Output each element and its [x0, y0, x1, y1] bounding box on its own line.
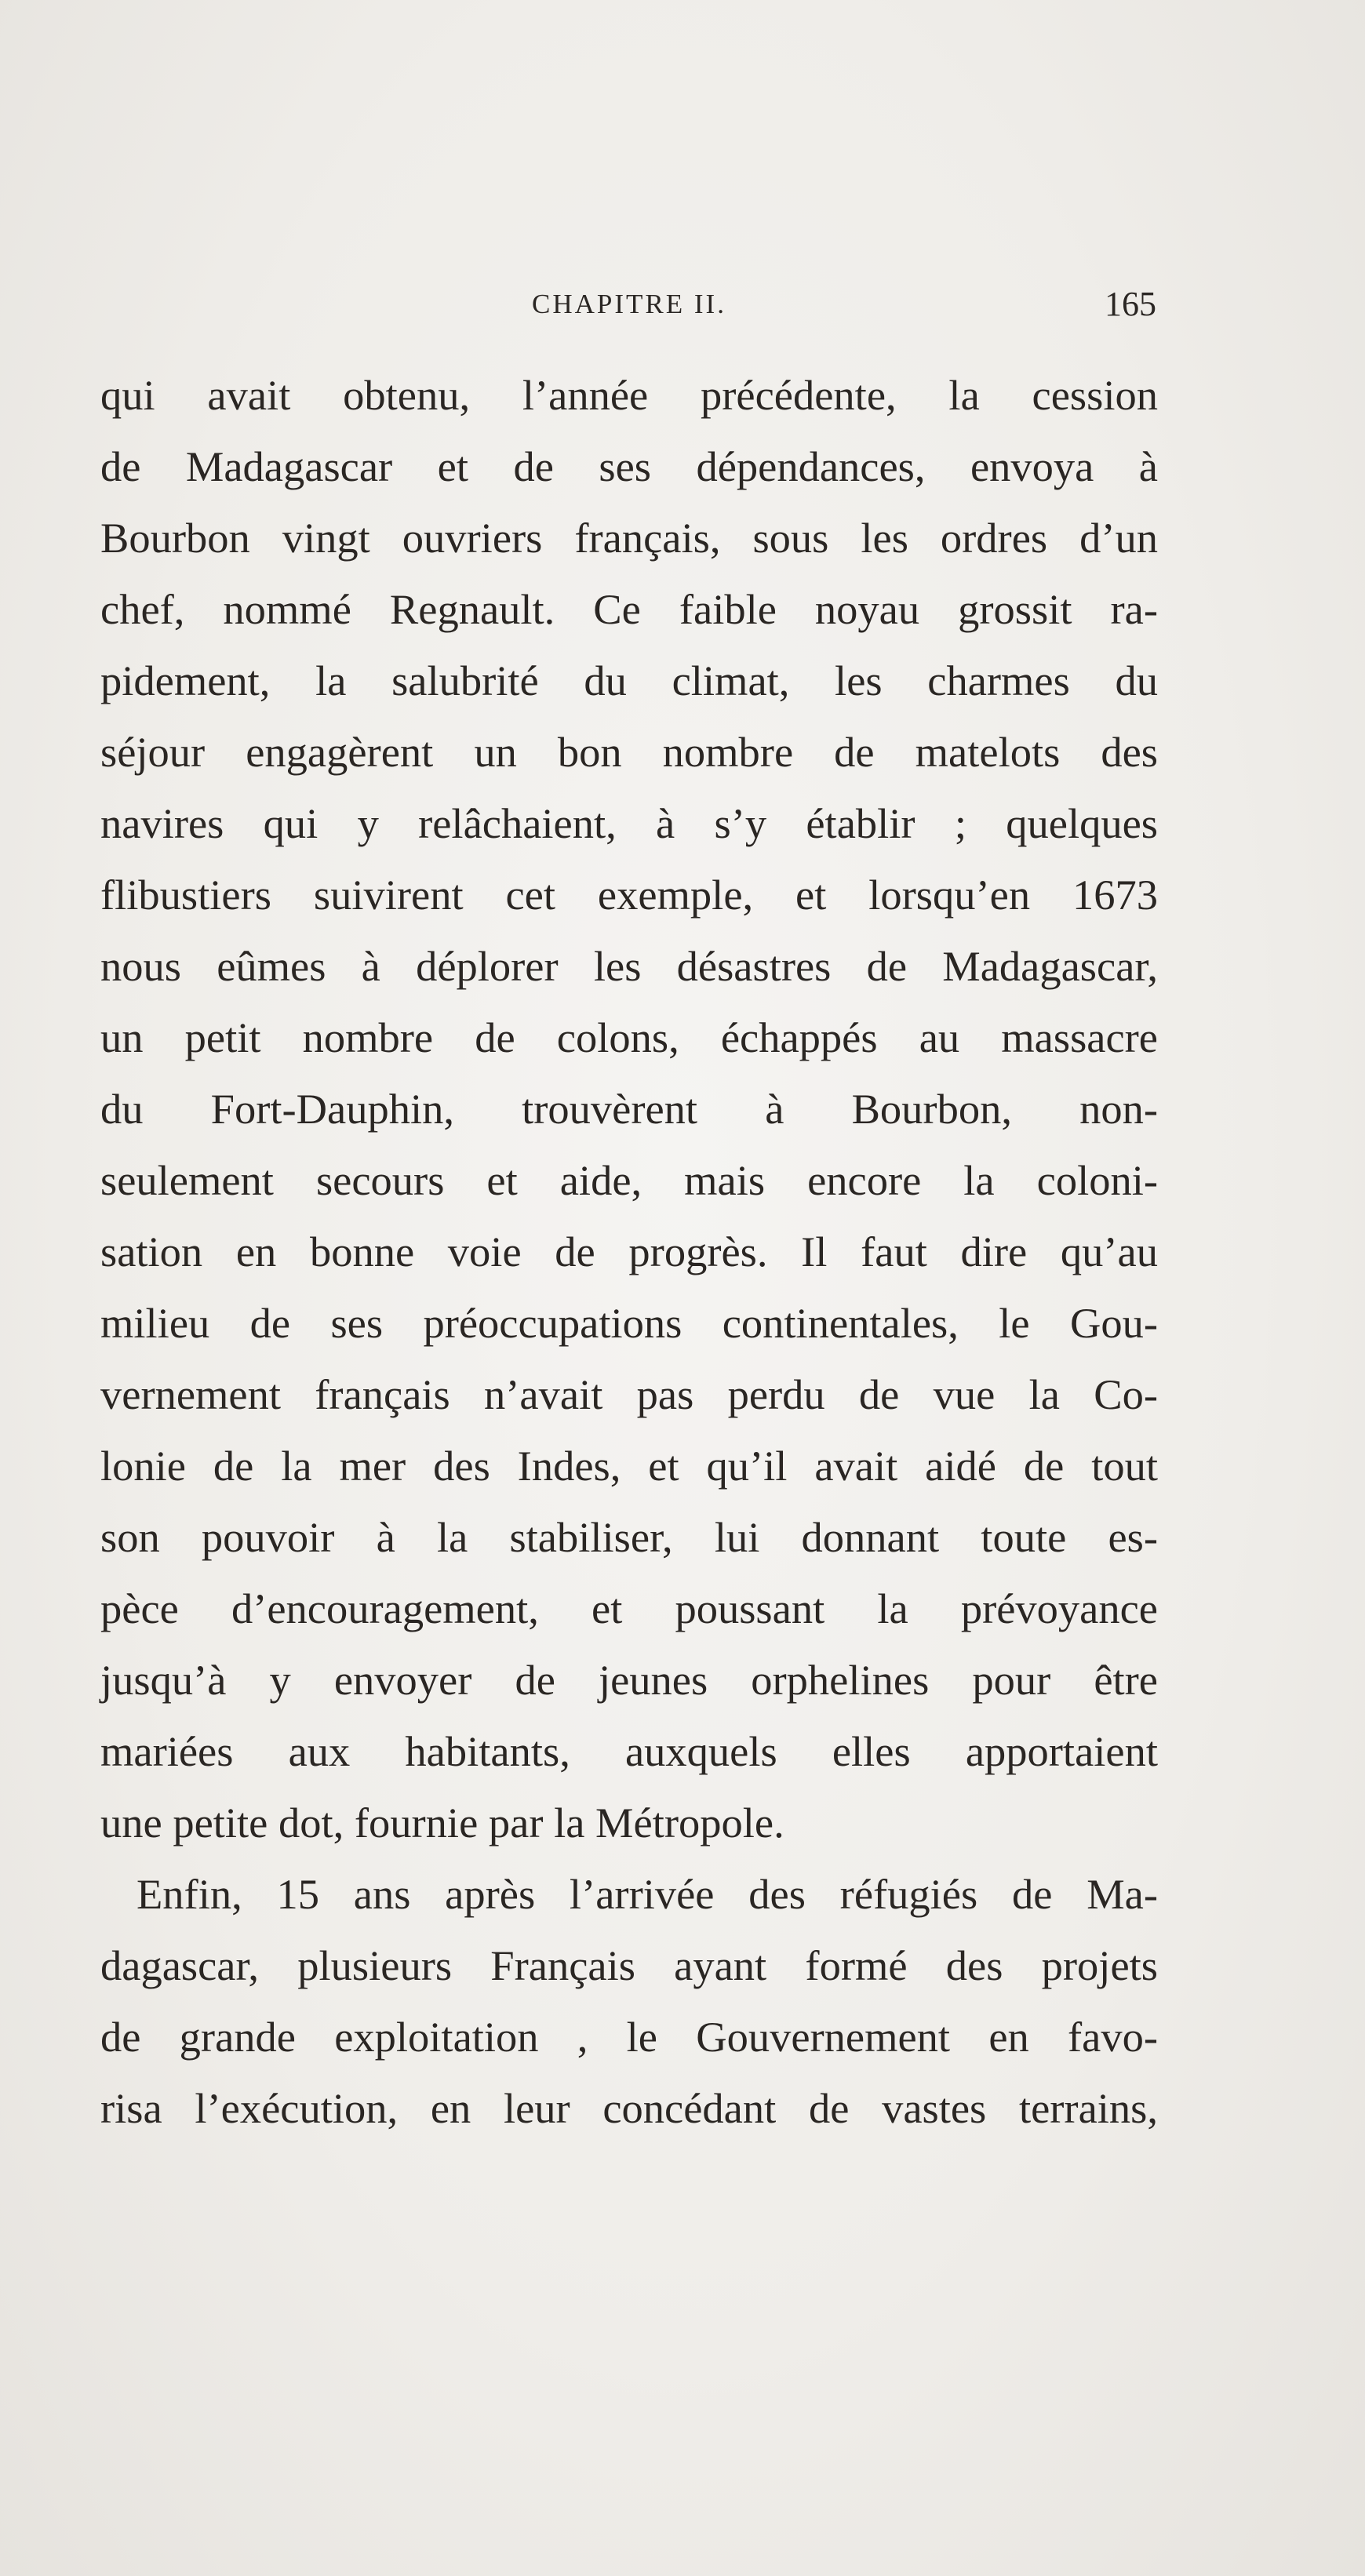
text-line: du Fort-Dauphin, trouvèrent à Bourbon, non-: [100, 1085, 1158, 1133]
text-line: un petit nombre de colons, échappés au massacre: [100, 1013, 1158, 1061]
body-text: [100, 359, 1158, 2144]
text-line: chef, nommé Regnault. Ce faible noyau grossit ra-: [100, 585, 1158, 633]
text-line: de Madagascar et de ses dépendances, envoya à: [100, 442, 1158, 490]
text-line: milieu de ses préoccupations continentales, le Gou-: [100, 1299, 1158, 1347]
text-line: jusqu’à y envoyer de jeunes orphelines pour être: [100, 1656, 1158, 1704]
text-line: risa l’exécution, en leur concédant de vastes terrains,: [100, 2084, 1158, 2132]
page-number: 165: [1105, 285, 1156, 323]
text-line: pidement, la salubrité du climat, les charmes du: [100, 657, 1158, 704]
text-line: séjour engagèrent un bon nombre de matelots des: [100, 728, 1158, 776]
text-line: pèce d’encouragement, et poussant la prévoyance: [100, 1585, 1158, 1632]
text-line: mariées aux habitants, auxquels elles apportaient: [100, 1727, 1158, 1775]
text-line: Enfin, 15 ans après l’arrivée des réfugiés de Ma-: [136, 1870, 1158, 1918]
text-line: lonie de la mer des Indes, et qu’il avait aidé de tout: [100, 1442, 1158, 1490]
text-line: dagascar, plusieurs Français ayant formé des projets: [100, 1941, 1158, 1989]
text-line: qui avait obtenu, l’année précédente, la cession: [100, 371, 1158, 419]
text-line: son pouvoir à la stabiliser, lui donnant toute es-: [100, 1513, 1158, 1561]
text-line: nous eûmes à déplorer les désastres de Madagascar,: [100, 942, 1158, 990]
text-line: seulement secours et aide, mais encore la coloni-: [100, 1156, 1158, 1204]
text-line: Bourbon vingt ouvriers français, sous les ordres d’un: [100, 514, 1158, 562]
text-line: une petite dot, fournie par la Métropole.: [100, 1799, 784, 1846]
chapter-heading: CHAPITRE II.: [532, 289, 726, 319]
text-line: flibustiers suivirent cet exemple, et lorsqu’en 1673: [100, 871, 1158, 919]
text-line: sation en bonne voie de progrès. Il faut dire qu’au: [100, 1228, 1158, 1275]
text-line: de grande exploitation , le Gouvernement en favo-: [100, 2013, 1158, 2061]
running-head: [102, 281, 1156, 328]
text-line: vernement français n’avait pas perdu de vue la Co-: [100, 1370, 1158, 1418]
text-line: navires qui y relâchaient, à s’y établir ; quelques: [100, 799, 1158, 847]
